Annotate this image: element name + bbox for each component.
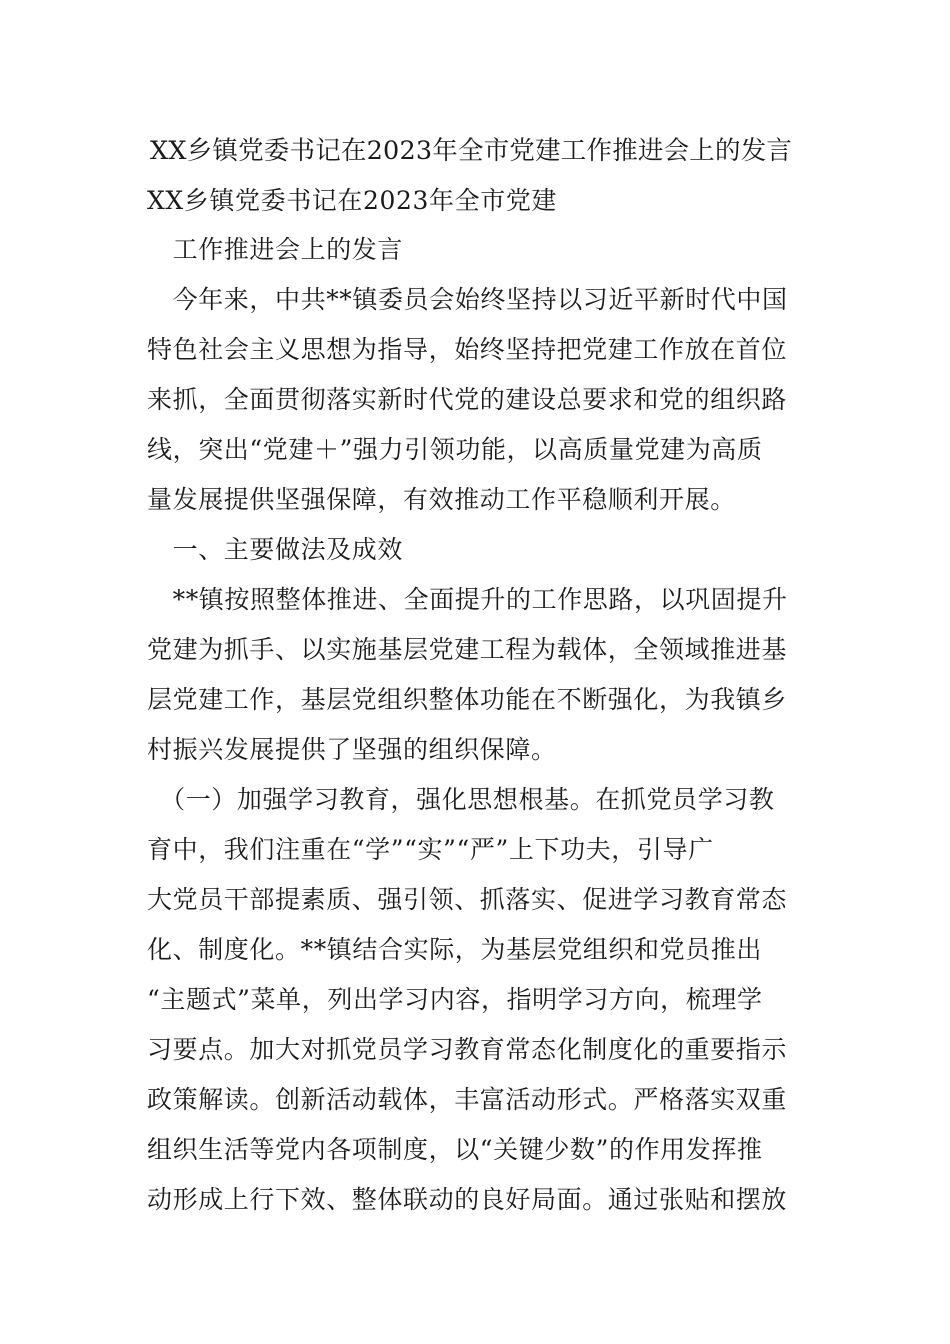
text-line-12: 村振兴发展提供了坚强的组织保障。 [147,735,557,764]
document-title: XX乡镇党委书记在2023年全市党建工作推进会上的发言 [150,136,793,166]
text-line-17: “主题式”菜单，列出学习内容，指明学习方向，梳理学 [147,985,763,1014]
text-line-8: 一、主要做法及成效 [147,535,404,564]
text-line-10: 党建为抓手、以实施基层党建工程为载体，全领域推进基 [147,635,788,664]
text-line-13: （一）加强学习教育，强化思想根基。在抓党员学习教 [147,785,775,814]
text-line-15: 大党员干部提素质、强引领、抓落实、促进学习教育常态 [147,885,788,914]
text-line-5: 来抓，全面贯彻落实新时代党的建设总要求和党的组织路 [147,385,788,414]
text-line-11: 层党建工作，基层党组织整体功能在不断强化，为我镇乡 [147,685,788,714]
text-line-20: 组织生活等党内各项制度，以“关键少数”的作用发挥推 [147,1135,763,1164]
text-line-3: 今年来，中共**镇委员会始终坚持以习近平新时代中国 [147,285,788,314]
text-line-14: 育中，我们注重在“学”“实”“严”上下功夫，引导广 [147,835,714,864]
text-line-2: 工作推进会上的发言 [147,235,404,264]
text-line-6: 线，突出“党建＋”强力引领功能，以高质量党建为高质 [147,435,763,464]
text-line-21: 动形成上行下效、整体联动的良好局面。通过张贴和摆放 [147,1185,788,1214]
text-line-4: 特色社会主义思想为指导，始终坚持把党建工作放在首位 [147,335,788,364]
text-line-9: **镇按照整体推进、全面提升的工作思路，以巩固提升 [147,585,788,614]
text-line-1: XX乡镇党委书记在2023年全市党建 [147,186,558,215]
text-line-16: 化、制度化。**镇结合实际，为基层党组织和党员推出 [147,935,763,964]
text-line-7: 量发展提供坚强保障，有效推动工作平稳顺利开展。 [147,485,736,514]
text-line-18: 习要点。加大对抓党员学习教育常态化制度化的重要指示 [147,1035,788,1064]
text-line-19: 政策解读。创新活动载体，丰富活动形式。严格落实双重 [147,1085,788,1114]
